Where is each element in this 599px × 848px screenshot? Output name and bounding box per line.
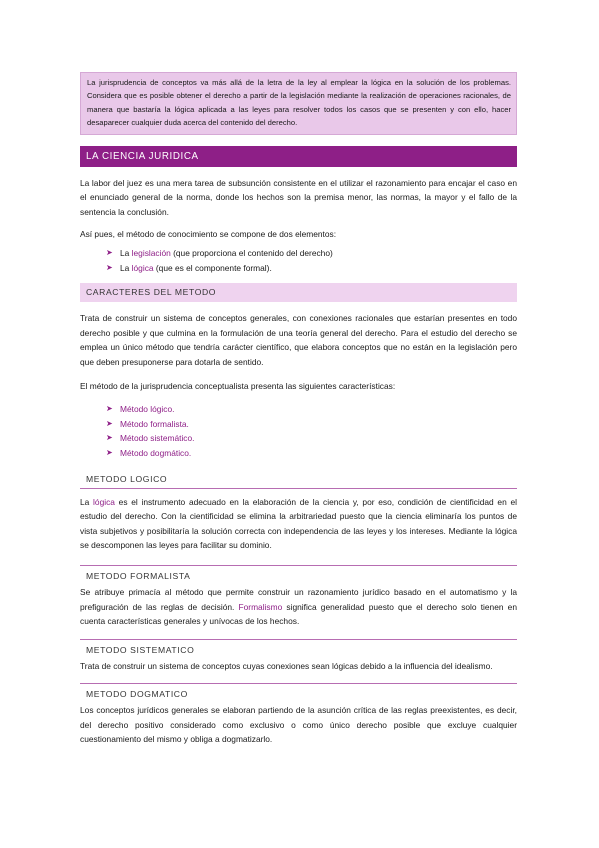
list-item-text: La (120, 262, 132, 273)
sistematico-paragraph: Trata de construir un sistema de conceptos cuyas conexiones sean lógicas debido a la influencia del idealismo. (80, 660, 493, 671)
logico-paragraph (80, 495, 517, 553)
arrow-right-icon: ➤ (106, 447, 113, 457)
list-item-text: La (120, 248, 132, 258)
list-item-text: Método lógico. (120, 404, 175, 415)
intro-box (80, 72, 517, 135)
arrow-right-icon: ➤ (106, 433, 113, 443)
list-item-text: (que es el componente formal). (153, 262, 272, 273)
section-title-caracteres: CARACTERES DEL METODO (80, 283, 517, 302)
list-item (106, 431, 517, 446)
list-item (106, 402, 517, 417)
list-item-text: Método formalista. (120, 418, 189, 429)
section-title-sistematico: METODO SISTEMATICO (80, 639, 517, 659)
section-title-dogmatico: METODO DOGMATICO (80, 683, 517, 703)
highlight-term: lógica (93, 496, 115, 507)
document-page (80, 72, 517, 747)
list-item (106, 261, 517, 276)
arrow-right-icon: ➤ (106, 262, 113, 272)
list-item (106, 446, 517, 461)
highlight-term: lógica (131, 262, 154, 273)
dogmatico-paragraph: Los conceptos jurídicos generales se elaboran partiendo de la asunción crítica de las reglas preexistentes, es decir, del derecho positivo considerado como exclusivo o como único derecho posible que excluye cualquier cuestionamiento del mismo y obliga a dogmatizarlo. (80, 705, 517, 745)
caracteres-paragraph-2: El método de la jurisprudencia conceptualista presenta las siguientes características: (80, 380, 396, 391)
arrow-right-icon: ➤ (106, 248, 113, 257)
list-item-text: Método sistemático. (120, 433, 195, 444)
list-item-text: (que proporciona el contenido del derecho) (170, 248, 333, 258)
formalista-paragraph (80, 585, 517, 629)
list-item (106, 246, 517, 261)
highlight-term: Formalismo (238, 601, 283, 612)
ciencia-bullet-list (80, 246, 517, 275)
section-title-formalista: METODO FORMALISTA (80, 565, 517, 585)
paragraph-text: es el instrumento adecuado en la elaboración de la ciencia y, por eso, condición de cientificidad en el estudio del derecho. Con la cientificidad se elimina la arbitrariedad puesto que la ciencia eliminaría los puntos de vista subjetivos y posibilitaría la solución correcta con independencia de las leyes y los intereses. Mediante la lógica se descomponen las leyes para facilitar su dominio. (80, 496, 517, 551)
intro-text: La jurisprudencia de conceptos va más allá de la letra de la ley al emplear la lógica en la solución de los problemas. Considera que es posible obtener el derecho a partir de la legislación mediante la realización de operaciones racionales, de manera que bastaría la lógica aplicada a las leyes para resolver todos los casos que se presenten y con ello, hacer desaparecer cualquier duda acerca del contenido del derecho. (87, 78, 511, 128)
section-title-ciencia: LA CIENCIA JURIDICA (80, 146, 517, 167)
caracteres-paragraph-1: Trata de construir un sistema de conceptos generales, con conexiones racionales que estarían presentes en todo derecho posible y que culmina en la formulación de una teoría general del derecho. Para el estudio del derecho se emplea un único método que tendría carácter científico, que elabora conceptos que no están en la legislación pero que deben presuponerse para dotarla de sentido. (80, 313, 517, 367)
highlight-term: legislación (131, 248, 171, 258)
paragraph-text: significa generalidad puesto que el derecho solo tienen en cuenta características generales y unívocas de los hechos. (80, 601, 517, 627)
paragraph-text: Se atribuye primacía al método que permite construir un razonamiento jurídico basado en el automatismo y la prefiguración de las reglas de decisión. (80, 586, 517, 612)
arrow-right-icon: ➤ (106, 418, 113, 428)
section-title-logico: METODO LOGICO (80, 473, 517, 489)
list-item-text: Método dogmático. (120, 447, 192, 458)
list-item (106, 417, 517, 432)
caracteres-bullet-list (80, 402, 517, 460)
ciencia-paragraph-2: Así pues, el método de conocimiento se compone de dos elementos: (80, 229, 337, 240)
arrow-right-icon: ➤ (106, 404, 113, 414)
paragraph-text: La (80, 496, 94, 507)
ciencia-paragraph-1: La labor del juez es una mera tarea de subsunción consistente en el utilizar el razonamiento para encajar el caso en el enunciado general de la norma, donde los hechos son la premisa menor, las normas, la mayor y el fallo de la sentencia la conclusión. (80, 177, 517, 217)
